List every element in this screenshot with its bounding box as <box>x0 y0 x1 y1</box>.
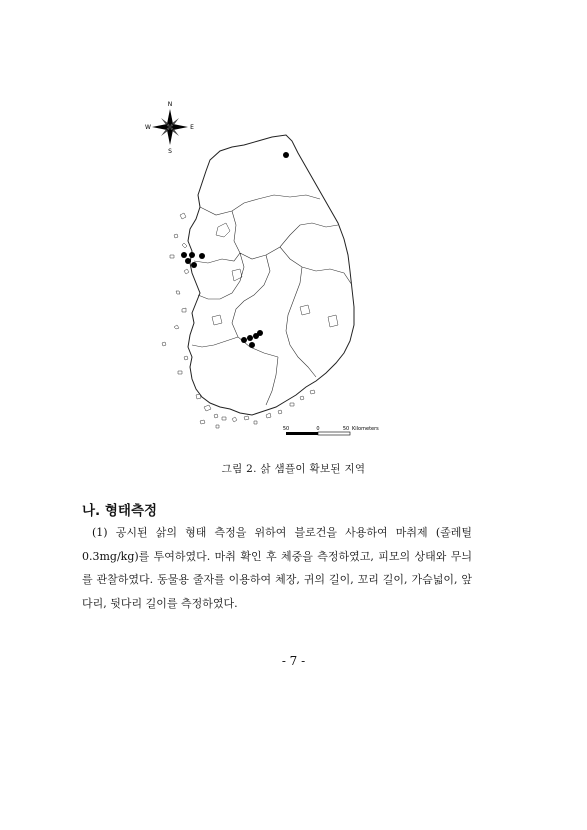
scale-mid-label: 0 <box>316 426 320 432</box>
sample-location-map <box>140 95 390 445</box>
sample-marker <box>247 335 253 341</box>
scale-right-label: 50 <box>342 426 350 432</box>
compass-west-label: W <box>145 124 151 131</box>
sample-location-markers <box>181 152 289 348</box>
compass-east-label: E <box>190 124 194 131</box>
sample-marker <box>189 252 195 258</box>
south-coast-islands <box>196 390 315 428</box>
sample-marker <box>185 258 191 264</box>
mainland-outline <box>188 135 354 415</box>
section-paragraph: (1) 공시된 삵의 형태 측정을 위하여 블로건을 사용하여 마취제 (졸레틸 0.3mg/kg)를 투여하였다. 마취 확인 후 체중을 측정하였고, 피모의 상태와 무늬를 관찰하였다. 동물용 줄자를 이용하여 체장, 귀의 길이, 꼬리 길이, 가슴넓이, 앞다리, 뒷다리 길이를 측정하였다. <box>82 526 472 610</box>
page-number: - 7 - <box>281 654 306 668</box>
figure-caption: 그림 2. 삵 샘플이 확보된 지역 <box>221 463 366 475</box>
west-coast-islands <box>162 213 189 374</box>
city-boundaries <box>212 223 338 327</box>
scale-bar <box>286 432 350 435</box>
section-heading: 나. 형태측정 <box>82 503 158 519</box>
scale-unit-label: Kilometers <box>352 426 379 432</box>
sample-marker <box>241 337 247 343</box>
sample-marker <box>283 152 289 158</box>
sample-marker <box>181 252 187 258</box>
sample-marker <box>191 262 197 268</box>
scale-left-label: 50 <box>282 426 290 432</box>
sample-marker <box>249 342 255 348</box>
compass-south-label: S <box>168 148 172 155</box>
korea-map-figure <box>140 95 390 445</box>
province-boundaries <box>192 195 352 405</box>
sample-marker <box>257 330 263 336</box>
compass-north-label: N <box>167 101 173 108</box>
sample-marker <box>199 253 205 259</box>
compass-rose-icon <box>152 109 188 145</box>
